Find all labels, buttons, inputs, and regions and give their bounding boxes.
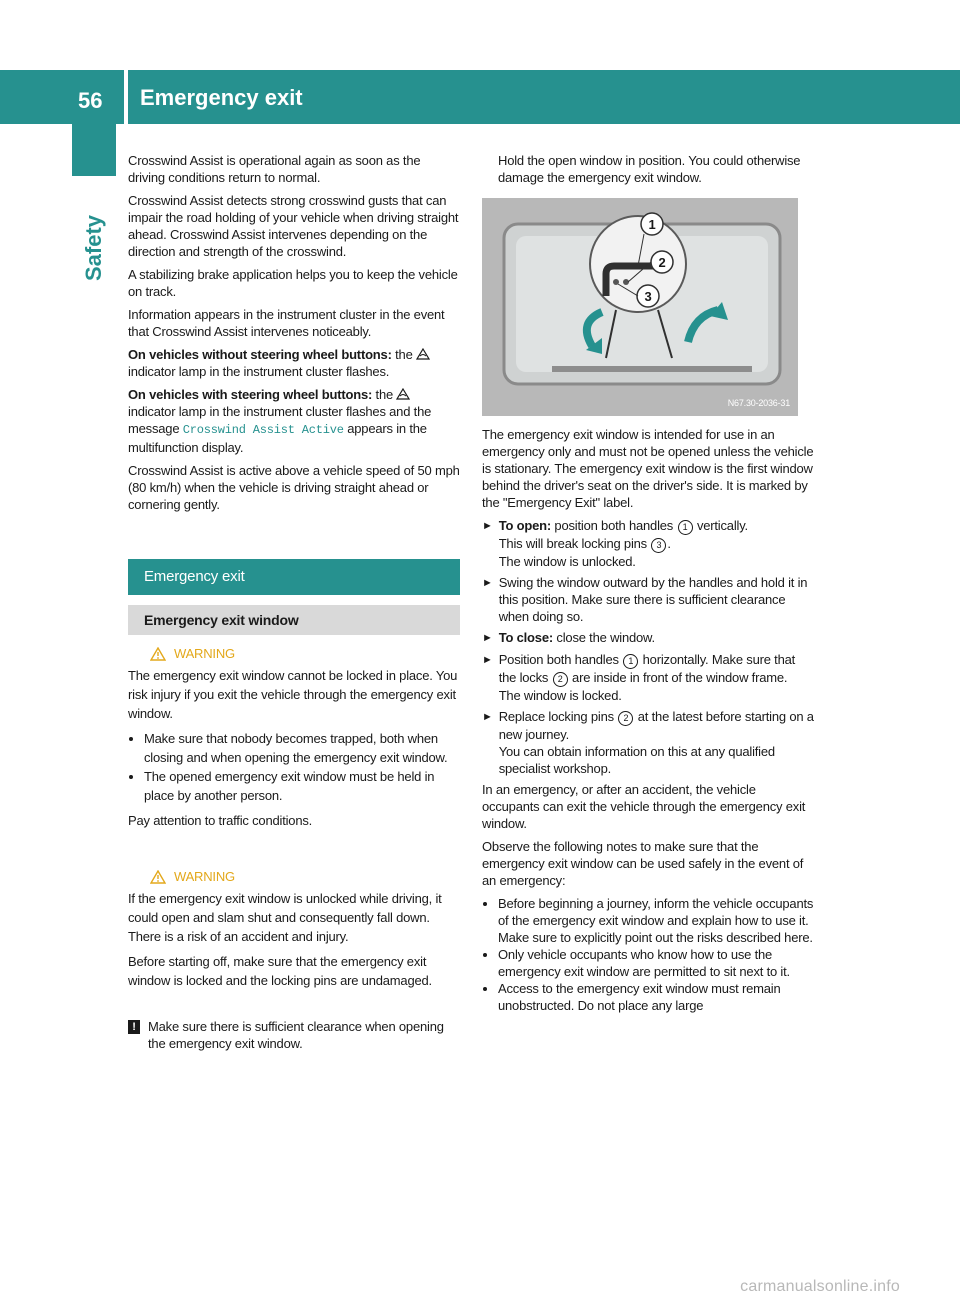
text: This will break locking pins: [498, 536, 647, 551]
step-label: To close:: [498, 630, 553, 645]
list-item: • Before beginning a journey, inform the vehicle occupants of the emergency exit window and explain how to use it. Make sure to explicitly point out the risks described here.: [498, 895, 814, 946]
paragraph: Hold the open window in position. You could otherwise damage the emergency exit window.: [498, 153, 801, 185]
text: at the latest before starting on a new journey.: [498, 709, 814, 742]
instruction-step: [482, 574, 814, 625]
paragraph: Crosswind Assist is active above a vehicle speed of 50 mph (80 km/h) when the vehicle is driving straight ahead or cornering gently.: [128, 463, 460, 512]
warning-list: [128, 729, 460, 805]
callout-ref: 2: [553, 672, 568, 687]
step-arrow-icon: ►: [482, 711, 493, 723]
text: The window is locked.: [498, 688, 622, 703]
text: close the window.: [556, 630, 655, 645]
instruction-step: [482, 651, 814, 704]
warning-footer: Before starting off, make sure that the emergency exit window is locked and the locking pins are undamaged.: [128, 954, 432, 988]
text: Replace locking pins: [498, 709, 614, 724]
list-item: • Make sure that nobody becomes trapped, both when closing and when opening the emergency exit window.: [144, 729, 460, 767]
right-column: [482, 152, 814, 1020]
page-number: 56: [78, 88, 103, 113]
header-divider: [124, 70, 128, 124]
paragraph: Crosswind Assist detects strong crosswind gusts that can impair the road holding of your vehicle when driving straight ahead. Crosswind Assist intervenes depending on the direction and strength of the crosswind.: [128, 193, 459, 259]
step-arrow-icon: ►: [482, 632, 493, 644]
display-message: Crosswind Assist Active: [182, 423, 344, 437]
note: [128, 1018, 460, 1052]
warning-triangle-icon: [150, 647, 166, 661]
callout-ref: 1: [623, 654, 638, 669]
condition-label: On vehicles without steering wheel buttons:: [128, 347, 392, 362]
callout-ref: 3: [651, 538, 666, 553]
callout-1: 1: [648, 217, 656, 232]
warning-text: If the emergency exit window is unlocked while driving, it could open and slam shut and consequently fall down. There is a risk of an accident and injury.: [128, 891, 442, 944]
warning-header: [150, 868, 460, 885]
paragraph: In an emergency, or after an accident, the vehicle occupants can exit the vehicle through the emergency exit window.: [482, 782, 806, 831]
paragraph: The emergency exit window is intended for use in an emergency only and must not be opened unless the vehicle is stationary. The emergency exit window is the first window behind the driver's seat on the driver's side. It is marked by the "Emergency Exit" label.: [482, 427, 814, 510]
step-arrow-icon: ►: [482, 577, 493, 589]
instruction-step: [482, 629, 814, 647]
paragraph: [128, 386, 460, 456]
bullet-list: [482, 895, 814, 1014]
text: are inside in front of the window frame.: [572, 670, 788, 685]
paragraph: [128, 346, 460, 380]
section-heading: Emergency exit: [128, 559, 460, 595]
text: the: [395, 347, 413, 362]
paragraph: Information appears in the instrument cluster in the event that Crosswind Assist intervenes noticeably.: [128, 307, 445, 339]
exclamation-icon: !: [128, 1020, 140, 1034]
crosswind-indicator-icon: [416, 348, 430, 360]
chapter-label: [72, 188, 116, 308]
chapter-label-text: Safety: [81, 214, 106, 282]
warning-box: [128, 858, 460, 1004]
page-title: Emergency exit: [140, 85, 303, 110]
step-label: To open:: [498, 518, 551, 533]
warning-text: The emergency exit window cannot be locked in place. You risk injury if you exit the vehicle through the emergency exit window.: [128, 668, 458, 721]
list-item: • Access to the emergency exit window must remain unobstructed. Do not place any large: [498, 980, 814, 1014]
window-illustration: [482, 198, 798, 416]
instruction-step: ► To open: position both handles 1 vertically. This will break locking pins 3 . The window is unlocked.: [482, 518, 748, 569]
chapter-marker: [72, 124, 116, 176]
emergency-window-figure: [482, 198, 798, 416]
watermark: carmanualsonline.info: [740, 1278, 900, 1295]
warning-label: WARNING: [174, 646, 235, 661]
text: appears in the multifunction display.: [128, 421, 427, 455]
warning-header: [150, 645, 460, 662]
condition-label: On vehicles with steering wheel buttons:: [128, 387, 373, 402]
text: the: [375, 387, 394, 402]
text: Position both handles: [498, 652, 619, 667]
crosswind-indicator-icon: [396, 388, 410, 400]
warning-triangle-icon: [150, 870, 166, 884]
left-column: [128, 152, 460, 1052]
paragraph: Crosswind Assist is operational again as soon as the driving conditions return to normal.: [128, 153, 421, 185]
list-item: • The opened emergency exit window must be held in place by another person.: [144, 767, 460, 805]
text: position both handles: [554, 518, 674, 533]
list-item: • Only vehicle occupants who know how to use the emergency exit window are permitted to sit next to it.: [498, 946, 814, 980]
figure-code: N67.30-2036-31: [727, 398, 790, 408]
text: indicator lamp in the instrument cluster flashes.: [128, 364, 390, 379]
callout-3: 3: [644, 289, 652, 304]
subsection-heading: Emergency exit window: [128, 605, 460, 635]
text: indicator lamp in the instrument cluster flashes and the message: [128, 404, 432, 436]
paragraph: Observe the following notes to make sure that the emergency exit window can be used safely in the event of an emergency:: [482, 839, 804, 888]
warning-label: WARNING: [174, 869, 235, 884]
text: vertically.: [696, 518, 748, 533]
text: The window is unlocked.: [498, 554, 636, 569]
paragraph: A stabilizing brake application helps you to keep the vehicle on track.: [128, 267, 458, 299]
step-text: Swing the window outward by the handles and hold it in this position. Make sure there is sufficient clearance when doing so.: [498, 575, 808, 624]
text: horizontally. Make sure that the locks: [498, 652, 796, 685]
warning-box: [128, 635, 460, 844]
step-arrow-icon: ►: [482, 654, 493, 666]
instruction-step: [482, 708, 814, 777]
callout-2: 2: [658, 255, 666, 270]
warning-footer: Pay attention to traffic conditions.: [128, 813, 313, 828]
callout-ref: 2: [618, 711, 633, 726]
step-arrow-icon: ►: [482, 520, 493, 532]
text: You can obtain information on this at any qualified specialist workshop.: [498, 744, 775, 776]
note-text: Make sure there is sufficient clearance when opening the emergency exit window.: [148, 1019, 444, 1051]
callout-ref: 1: [678, 520, 693, 535]
